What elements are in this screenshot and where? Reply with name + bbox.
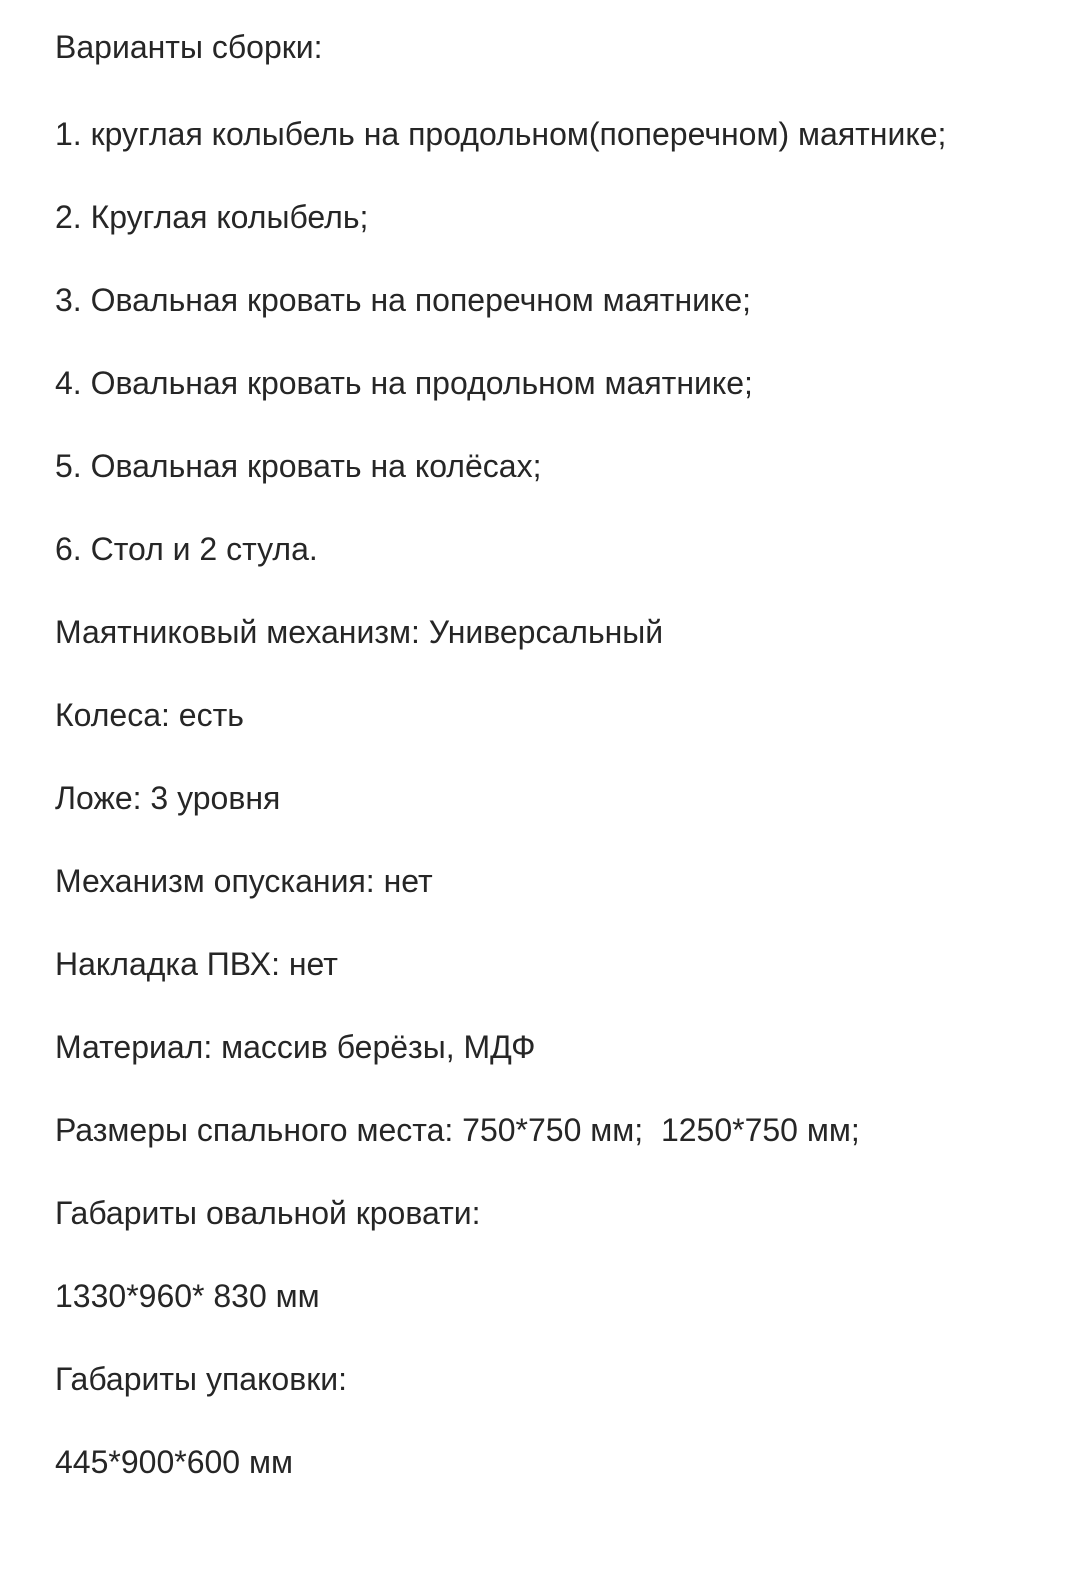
spec-bed-dimensions-value: 1330*960* 830 мм <box>55 1278 320 1314</box>
spec-pvc: Накладка ПВХ: нет <box>55 946 338 982</box>
variant-4: 4. Овальная кровать на продольном маятнике; <box>55 365 753 401</box>
variant-2: 2. Круглая колыбель; <box>55 199 369 235</box>
spec-bed-dimensions-label: Габариты овальной кровати: <box>55 1195 481 1231</box>
product-description <box>55 22 1011 1520</box>
spec-material: Материал: массив берёзы, МДФ <box>55 1029 536 1065</box>
spec-bed-levels: Ложе: 3 уровня <box>55 780 281 816</box>
variant-6: 6. Стол и 2 стула. <box>55 531 318 567</box>
spec-wheels: Колеса: есть <box>55 697 244 733</box>
variant-3: 3. Овальная кровать на поперечном маятнике; <box>55 282 752 318</box>
variant-1: 1. круглая колыбель на продольном(поперечном) маятнике; <box>55 116 947 152</box>
assembly-heading: Варианты сборки: <box>55 29 323 65</box>
spec-lowering: Механизм опускания: нет <box>55 863 433 899</box>
variant-5: 5. Овальная кровать на колёсах; <box>55 448 542 484</box>
spec-package-dimensions-value: 445*900*600 мм <box>55 1444 293 1480</box>
spec-package-dimensions-label: Габариты упаковки: <box>55 1361 347 1397</box>
spec-pendulum: Маятниковый механизм: Универсальный <box>55 614 664 650</box>
spec-sleep-size: Размеры спального места: 750*750 мм; 1250*750 мм; <box>55 1112 860 1148</box>
